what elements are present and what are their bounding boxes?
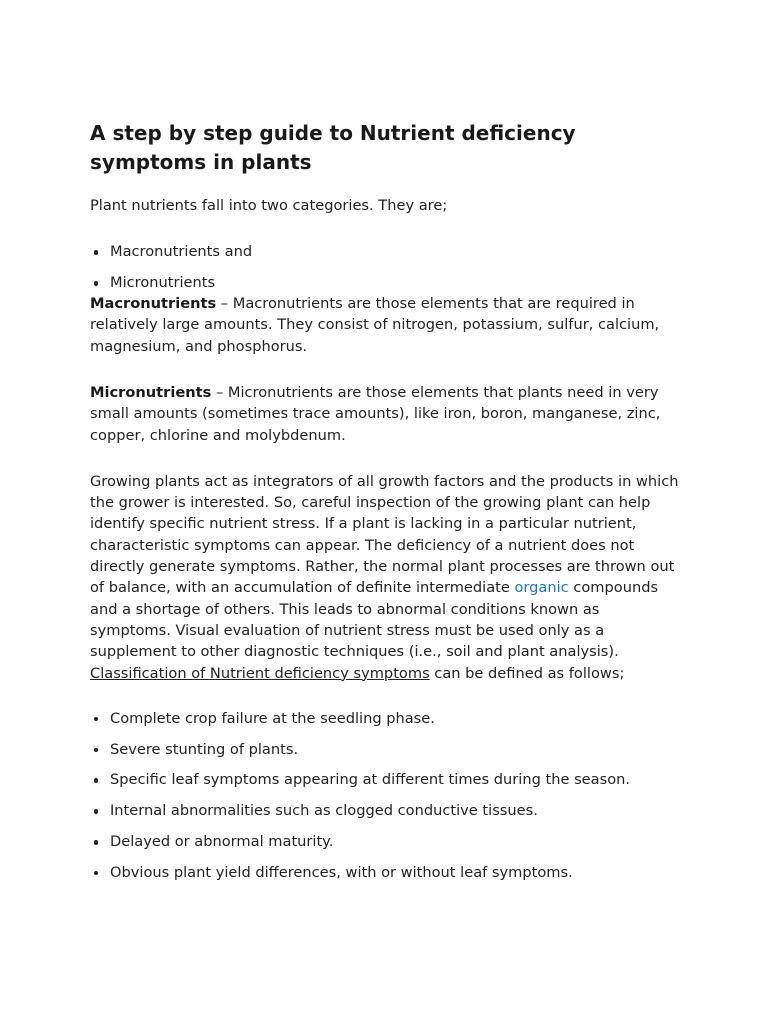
list-item: Delayed or abnormal maturity. xyxy=(110,831,680,852)
list-item: Macronutrients and xyxy=(110,241,680,262)
macronutrients-term: Macronutrients xyxy=(90,295,217,313)
micronutrients-text: – Micronutrients are those elements that plants need in very small amounts (sometimes trace amounts), like iron, boron, manganese, zinc, copper, chlorine and molybdenum. xyxy=(90,383,661,444)
macronutrients-text: – Macronutrients are those elements that are required in relatively large amounts. They consist of nitrogen, potassium, sulfur, calcium, magnesium, and phosphorus. xyxy=(90,295,660,355)
growing-text-part1: Growing plants act as integrators of all growth factors and the products in which the grower is interested. So, careful inspection of the growing plant can help identify specific nutrient stress. If a plant is lacking in a particular nutrient, characteristic symptoms can appear. The deficiency of a nutrient does not directly generate symptoms. Rather, the normal plant processes are thrown out of balance, with an accumulation of definite intermediate xyxy=(90,472,679,597)
growing-plants-paragraph xyxy=(90,471,680,684)
growing-text-part3: can be defined as follows; xyxy=(429,664,625,682)
micronutrients-paragraph xyxy=(90,382,680,446)
list-item: Micronutrients xyxy=(110,272,680,293)
intro-text: Plant nutrients fall into two categories. They are; xyxy=(90,197,448,214)
classification-link[interactable]: Classification of Nutrient deficiency symptoms xyxy=(90,664,430,682)
organic-link[interactable]: organic xyxy=(514,579,569,597)
list-item: Obvious plant yield differences, with or without leaf symptoms. xyxy=(110,862,680,883)
list-item: Internal abnormalities such as clogged conductive tissues. xyxy=(110,800,680,821)
article xyxy=(90,119,680,893)
list-item: Severe stunting of plants. xyxy=(110,739,680,760)
categories-list xyxy=(90,241,680,293)
list-item: Complete crop failure at the seedling phase. xyxy=(110,708,680,729)
growing-text-part2: compounds and a shortage of others. This leads to abnormal conditions known as symptoms. Visual evaluation of nutrient stress must be used only as a supplement to other diagnostic techniques (i.e., soil and plant analysis). xyxy=(90,579,659,661)
list-item: Specific leaf symptoms appearing at different times during the season. xyxy=(110,769,680,790)
symptoms-list xyxy=(90,708,680,883)
macronutrients-paragraph xyxy=(90,293,680,357)
page-title: A step by step guide to Nutrient deficiency symptoms in plants xyxy=(90,121,576,174)
micronutrients-term: Micronutrients xyxy=(90,383,212,401)
